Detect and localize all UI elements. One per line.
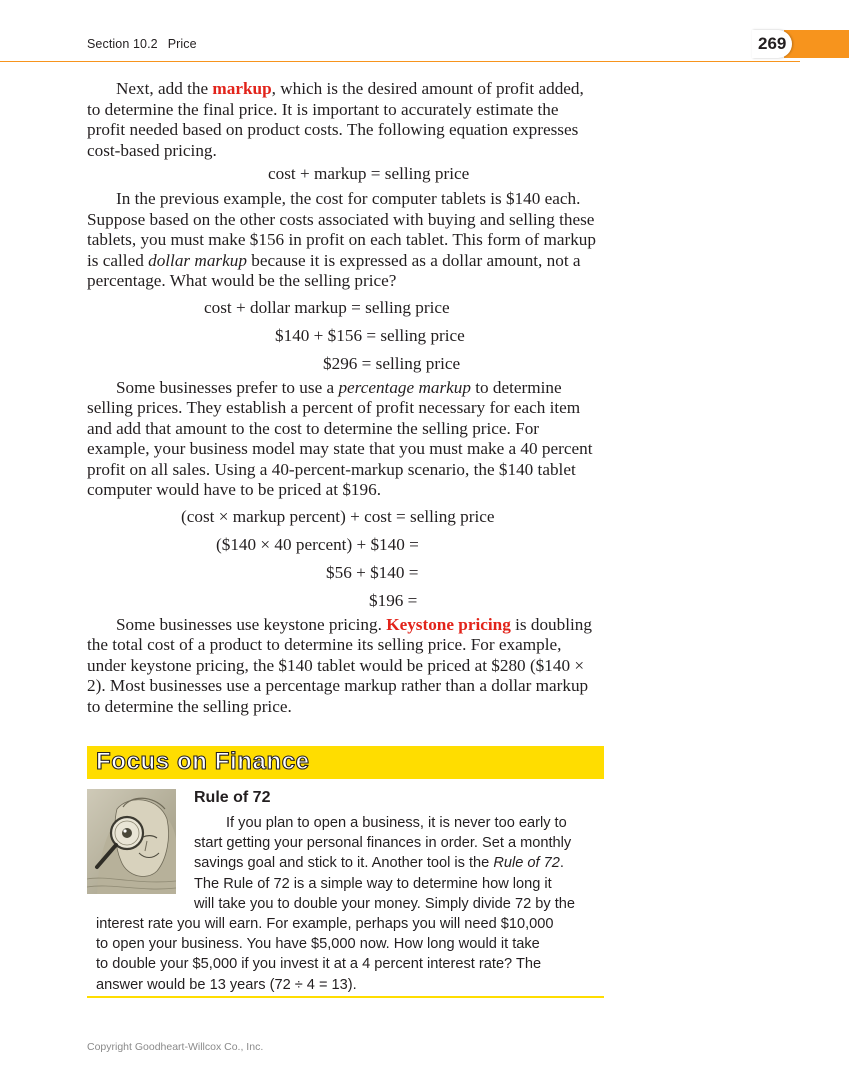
section-title: Price: [167, 37, 197, 51]
feature-line: to open your business. You have $5,000 now. How long would it take: [96, 936, 540, 953]
feature-line: answer would be 13 years (72 ÷ 4 = 13).: [96, 976, 357, 993]
term-percentage-markup: percentage markup: [338, 377, 471, 397]
section-number: Section 10.2: [87, 37, 158, 51]
equation-dollar-3: $296 = selling price: [323, 353, 461, 373]
equation-percent-3: $56 + $140 =: [326, 562, 419, 582]
feature-text: [96, 813, 606, 995]
feature-line: start getting your personal finances in order. Set a monthly: [194, 835, 572, 852]
paragraph-percentage-markup: Some businesses prefer to use a percentage markup to determine selling prices. They establish a percent of profit necessary for each item and add that amount to the cost to determine the selling price. For example, your business model may state that you must make a 40 percent profit on all sales. Using a 40-percent-markup scenario, the $140 tablet computer would have to be priced at $196.: [87, 377, 593, 499]
term-dollar-markup: dollar markup: [148, 250, 247, 270]
feature-line: to double your $5,000 if you invest it at a 4 percent interest rate? The: [96, 956, 542, 973]
feature-line: The Rule of 72 is a simple way to determine how long it: [194, 875, 552, 892]
header-rule: [0, 61, 800, 62]
term-rule-of-72: Rule of 72: [493, 855, 560, 872]
copyright: Copyright Goodheart-Willcox Co., Inc.: [87, 1041, 264, 1053]
body-text: [87, 79, 600, 717]
equation-percent-4: $196 =: [369, 590, 418, 610]
equation-dollar-1: cost + dollar markup = selling price: [204, 297, 450, 317]
equation-percent-2: ($140 × 40 percent) + $140 =: [216, 534, 419, 554]
feature-bottom-rule: [87, 996, 604, 998]
running-head: [87, 37, 197, 51]
page-tab: [784, 30, 849, 58]
paragraph-markup: Next, add the markup, which is the desired amount of profit added, to determine the final price. It is important to accurately estimate the profit needed based on product costs. The following equation expresses cost-based pricing.: [87, 79, 584, 160]
feature-heading: Rule of 72: [194, 789, 271, 806]
equation-percent-1: (cost × markup percent) + cost = selling price: [181, 506, 495, 526]
feature-line: If you plan to open a business, it is never too early to: [226, 815, 567, 831]
feature-line: interest rate you will earn. For example, perhaps you will need $10,000: [96, 916, 554, 933]
equation-dollar-2: $140 + $156 = selling price: [275, 325, 465, 345]
paragraph-keystone: Some businesses use keystone pricing. Keystone pricing is doubling the total cost of a product to determine its selling price. For example, under keystone pricing, the $140 tablet would be priced at $280 ($140 × 2). Most businesses use a percentage markup rather than a dollar markup to determine the selling price.: [87, 614, 592, 716]
key-term-markup: markup: [212, 79, 272, 98]
feature-title-bar: [87, 746, 604, 779]
key-term-keystone-pricing: Keystone pricing: [386, 614, 511, 634]
feature-line: savings goal and stick to it. Another tool is the Rule of 72.: [194, 855, 564, 872]
page-number: 269: [752, 30, 792, 58]
feature-line: will take you to double your money. Simply divide 72 by the: [194, 895, 575, 912]
feature-title: Focus on Finance: [96, 748, 310, 775]
paragraph-dollar-markup: In the previous example, the cost for computer tablets is $140 each. Suppose based on the other costs associated with buying and selling these tablets, you must make $156 in profit on each tablet. This form of markup is called dollar markup because it is expressed as a dollar amount, not a percentage. What would be the selling price?: [87, 189, 596, 290]
equation-cost-based: cost + markup = selling price: [268, 164, 470, 183]
